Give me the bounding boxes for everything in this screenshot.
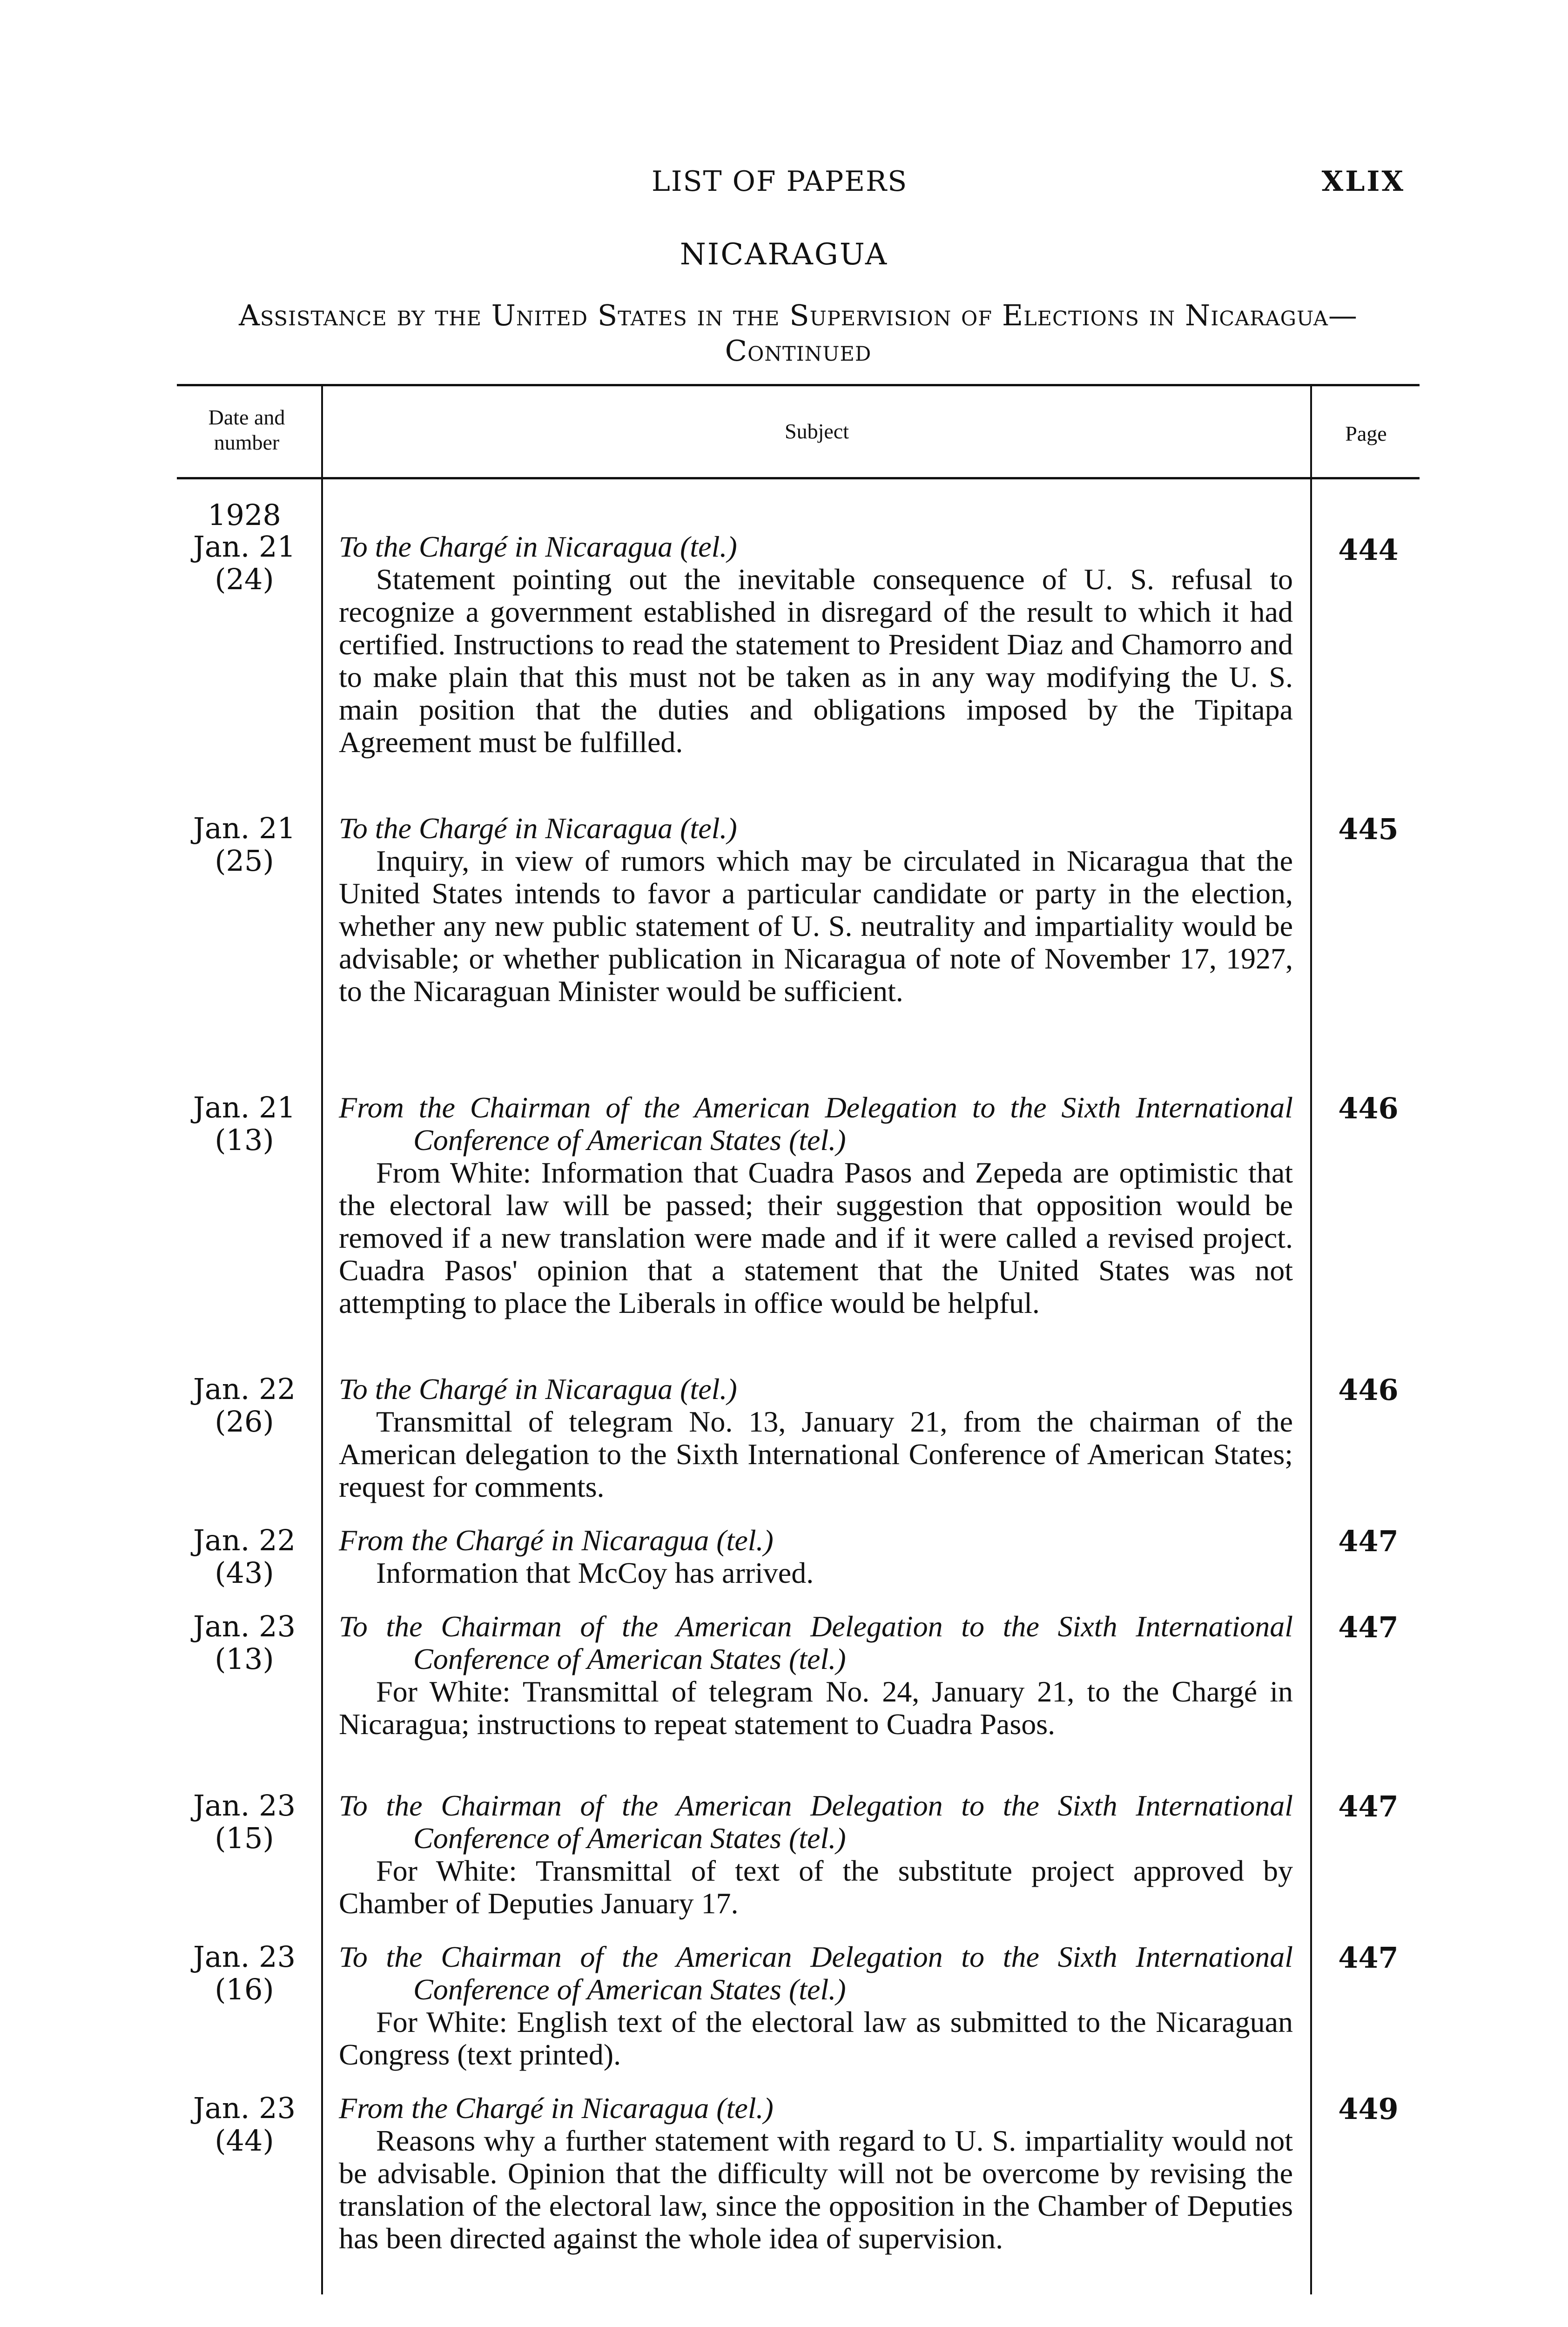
entry-subject: [339, 1524, 1293, 1589]
entry-subject: [339, 1941, 1293, 2071]
section-title: Assistance by the United States in the Supervision of Elections in Nicaragua—Continued: [239, 298, 1358, 368]
entry-number: (15): [215, 1821, 274, 1855]
column-divider-right: [1310, 386, 1312, 2294]
entry-number: (26): [215, 1405, 274, 1439]
entry-number: (44): [215, 2124, 274, 2158]
column-header-date: Date and number: [208, 405, 285, 454]
entry-subject: [339, 812, 1293, 1008]
entry-date: [177, 1610, 312, 1675]
entry-from: To the Chairman of the American Delegation to the Sixth International Conference of American States (tel.): [339, 1610, 1293, 1675]
entry-date: [177, 1524, 312, 1589]
entry-page: 447: [1338, 1610, 1399, 1644]
entry-subject: [339, 1610, 1293, 1741]
year-label: 1928: [208, 498, 281, 532]
entry-date-text: Jan. 23: [193, 1789, 296, 1823]
entry-body: Reasons why a further statement with regard to U. S. impartiality would not be advisable. Opinion that the difficulty will not be overcome by revising the translation of the electoral law, since the opposition in the Chamber of Deputies has been directed against the whole idea of supervision.: [339, 2124, 1293, 2255]
entry-from: To the Chargé in Nicaragua (tel.): [339, 1372, 737, 1406]
entry-page: 444: [1338, 533, 1399, 567]
entry-from: From the Chargé in Nicaragua (tel.): [339, 2092, 774, 2125]
page-number: XLIX: [1321, 165, 1405, 198]
entry-subject: [339, 531, 1293, 759]
entry-body: Information that McCoy has arrived.: [376, 1556, 814, 1589]
entry-body: From White: Information that Cuadra Pasos and Zepeda are optimistic that the electoral law will be passed; their suggestion that opposition would be removed if a new translation were made and if it were called a revised project. Cuadra Pasos' opinion that a statement that the United States was not attempting to place the Liberals in office would be helpful.: [339, 1156, 1293, 1319]
entry-date: [177, 1941, 312, 2006]
entry-from: To the Chargé in Nicaragua (tel.): [339, 530, 737, 563]
entry-page: 447: [1338, 1524, 1399, 1558]
running-header: [0, 165, 1568, 202]
entry-date-text: Jan. 21: [193, 530, 296, 564]
entry-page: 445: [1338, 812, 1399, 846]
entry-body: For White: Transmittal of telegram No. 24, January 21, to the Chargé in Nicaragua; instructions to repeat statement to Cuadra Pasos.: [339, 1675, 1293, 1741]
entry-page: 449: [1338, 2092, 1399, 2126]
entry-number: (25): [215, 844, 274, 878]
table-header-rule: [177, 477, 1420, 479]
entry-number: (24): [215, 562, 274, 596]
column-header-page: Page: [1345, 422, 1387, 445]
entry-number: (13): [215, 1123, 274, 1157]
entry-number: (16): [215, 1972, 274, 2006]
entry-page: 447: [1338, 1789, 1399, 1823]
entry-from: From the Chairman of the American Delegation to the Sixth International Conference of American States (tel.): [339, 1091, 1293, 1157]
entry-date-text: Jan. 23: [193, 1609, 296, 1643]
entry-page: 446: [1338, 1373, 1399, 1407]
entry-date-text: Jan. 23: [193, 2091, 296, 2125]
entry-date: [177, 1789, 312, 1855]
column-divider-left: [321, 386, 323, 2294]
entry-date: [177, 1091, 312, 1157]
entry-number: (13): [215, 1642, 274, 1676]
entry-body: For White: Transmittal of text of the substitute project approved by Chamber of Deputies January 17.: [339, 1854, 1293, 1920]
entry-number: (43): [215, 1556, 274, 1590]
entry-date: [177, 1373, 312, 1438]
entry-date: [177, 812, 312, 877]
entry-date-text: Jan. 22: [193, 1372, 296, 1406]
entry-from: To the Chargé in Nicaragua (tel.): [339, 812, 737, 845]
entry-date: [177, 2092, 312, 2157]
entry-subject: [339, 1373, 1293, 1503]
entry-body: Statement pointing out the inevitable consequence of U. S. refusal to recognize a government established in disregard of the result to which it had certified. Instructions to read the statement to President Diaz and Chamorro and to make plain that this must not be taken as in any way modifying the U. S. main position that the duties and obligations imposed by the Tipitapa Agreement must be fulfilled.: [339, 563, 1293, 759]
entry-date-text: Jan. 23: [193, 1940, 296, 1974]
entry-date: [177, 531, 312, 596]
entry-page: 446: [1338, 1091, 1399, 1125]
entry-from: From the Chargé in Nicaragua (tel.): [339, 1524, 774, 1557]
entry-date-text: Jan. 22: [193, 1523, 296, 1557]
country-heading: NICARAGUA: [680, 237, 888, 272]
entry-from: To the Chairman of the American Delegation to the Sixth International Conference of American States (tel.): [339, 1789, 1293, 1855]
entry-date-text: Jan. 21: [193, 811, 296, 845]
column-header-subject: Subject: [785, 419, 849, 443]
running-head: LIST OF PAPERS: [652, 165, 908, 198]
table-top-rule: [177, 384, 1420, 386]
entry-from: To the Chairman of the American Delegation to the Sixth International Conference of American States (tel.): [339, 1940, 1293, 2006]
entry-body: Transmittal of telegram No. 13, January 21, from the chairman of the American delegation to the Sixth International Conference of American States; request for comments.: [339, 1405, 1293, 1503]
entry-subject: [339, 1091, 1293, 1319]
entry-page: 447: [1338, 1941, 1399, 1975]
entry-subject: [339, 1789, 1293, 1920]
entry-subject: [339, 2092, 1293, 2255]
entry-body: For White: English text of the electoral law as submitted to the Nicaraguan Congress (text printed).: [339, 2005, 1293, 2071]
entry-body: Inquiry, in view of rumors which may be circulated in Nicaragua that the United States intends to favor a particular candidate or party in the election, whether any new public statement of U. S. neutrality and impartiality would be advisable; or whether publication in Nicaragua of note of November 17, 1927, to the Nicaraguan Minister would be sufficient.: [339, 844, 1293, 1008]
entry-date-text: Jan. 21: [193, 1090, 296, 1124]
